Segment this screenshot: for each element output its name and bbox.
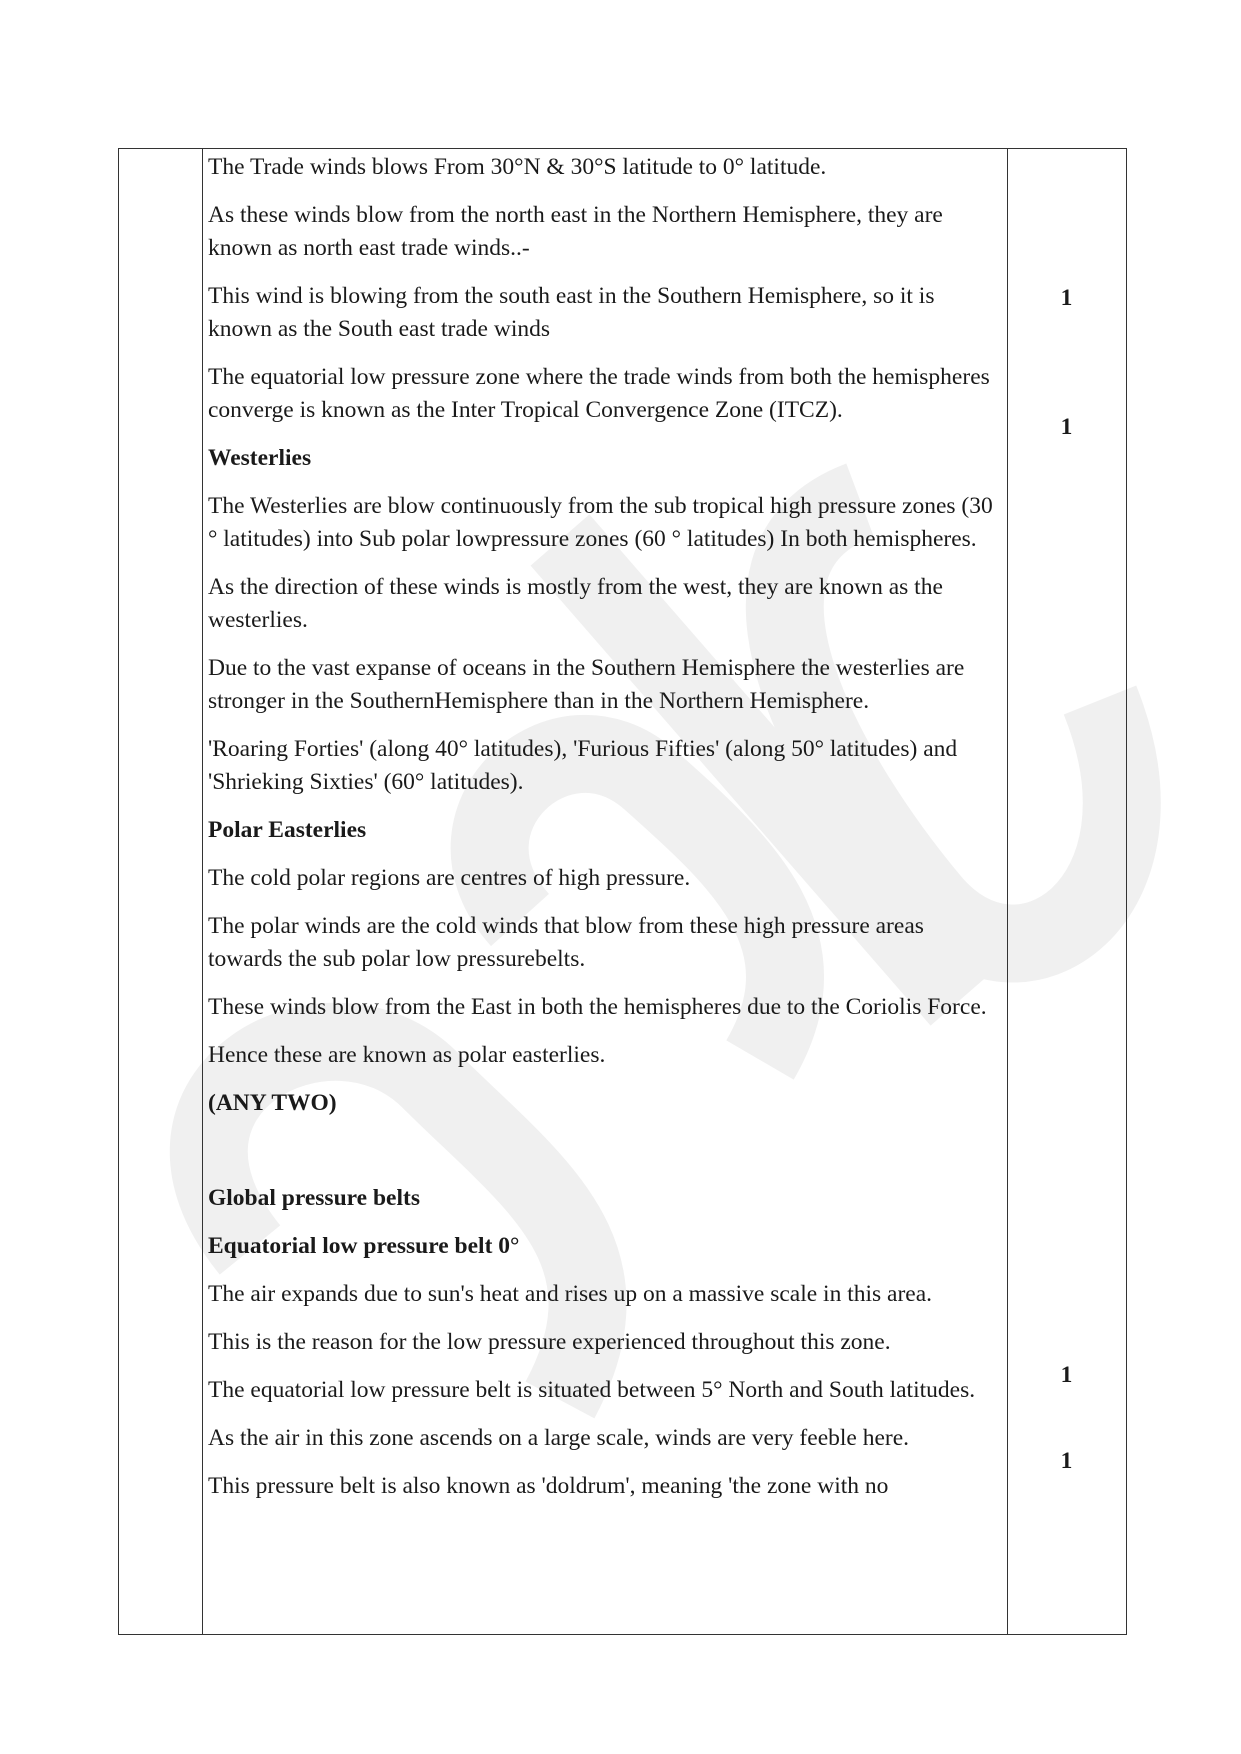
mark-score: 1 (1060, 1362, 1073, 1388)
heading-global-pressure-belts: Global pressure belts (208, 1185, 420, 1211)
paragraph: 'Roaring Forties' (along 40° latitudes), 'Furious Fifties' (along 50° latitudes) and 'Shrieking Sixties' (60° latitudes). (208, 736, 958, 795)
paragraph: The air expands due to sun's heat and rises up on a massive scale in this area. (208, 1281, 933, 1307)
paragraph: This pressure belt is also known as 'doldrum', meaning 'the zone with no (208, 1473, 889, 1499)
paragraph: The equatorial low pressure belt is situated between 5° North and South latitudes. (208, 1377, 976, 1403)
heading-polar-easterlies: Polar Easterlies (208, 817, 367, 843)
mark-score: 1 (1060, 414, 1073, 440)
mark-score: 1 (1060, 1448, 1073, 1474)
paragraph: As the direction of these winds is mostly from the west, they are known as the westerlies. (208, 574, 943, 633)
paragraph: The equatorial low pressure zone where the trade winds from both the hemispheres converge is known as the Inter Tropical Convergence Zone (ITCZ). (208, 364, 990, 423)
paragraph: As the air in this zone ascends on a large scale, winds are very feeble here. (208, 1425, 910, 1451)
paragraph: This wind is blowing from the south east in the Southern Hemisphere, so it is known as the South east trade winds (208, 283, 935, 342)
heading-equatorial-low: Equatorial low pressure belt 0° (208, 1233, 520, 1259)
column-divider-left (202, 149, 203, 1634)
paragraph: The Westerlies are blow continuously from the sub tropical high pressure zones (30 ° latitudes) into Sub polar lowpressure zones (60 ° latitudes) In both hemispheres. (208, 493, 993, 552)
paragraph: This is the reason for the low pressure experienced throughout this zone. (208, 1329, 891, 1355)
paragraph: As these winds blow from the north east in the Northern Hemisphere, they are known as north east trade winds..- (208, 202, 943, 261)
answer-table (118, 148, 1127, 1635)
heading-westerlies: Westerlies (208, 445, 312, 471)
mark-score: 1 (1060, 285, 1073, 311)
paragraph: The Trade winds blows From 30°N & 30°S latitude to 0° latitude. (208, 154, 827, 180)
paragraph: Due to the vast expanse of oceans in the Southern Hemisphere the westerlies are stronger in the SouthernHemisphere than in the Northern Hemisphere. (208, 655, 965, 714)
note-any-two: (ANY TWO) (208, 1090, 337, 1116)
column-divider-right (1007, 149, 1008, 1634)
paragraph: The polar winds are the cold winds that blow from these high pressure areas towards the sub polar low pressurebelts. (208, 913, 924, 972)
paragraph: These winds blow from the East in both the hemispheres due to the Coriolis Force. (208, 994, 987, 1020)
paragraph: The cold polar regions are centres of high pressure. (208, 865, 691, 891)
paragraph: Hence these are known as polar easterlies. (208, 1042, 606, 1068)
answer-content (208, 151, 1003, 1518)
